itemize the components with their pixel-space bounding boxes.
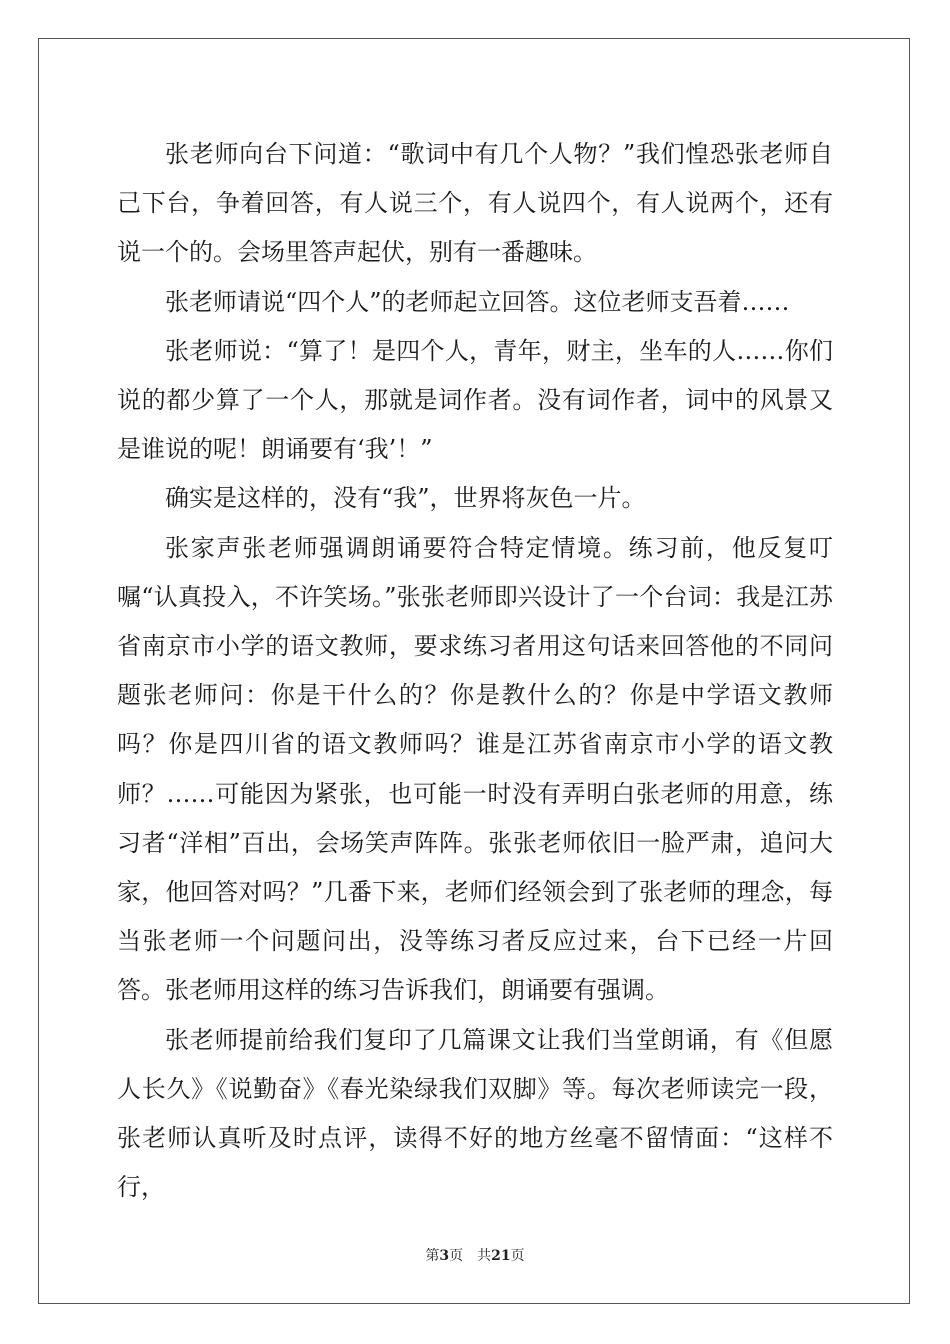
document-body bbox=[117, 130, 833, 1212]
paragraph: 张老师说：“算了！是四个人，青年，财主，坐车的人……你们说的都少算了一个人，那就是词作者。没有词作者，词中的风景又是谁说的呢！朗诵要有‘我’！” bbox=[117, 336, 833, 464]
paragraph: 张老师请说“四个人”的老师起立回答。这位老师支吾着…… bbox=[165, 287, 790, 316]
page-number: 3 bbox=[439, 1248, 450, 1264]
total-prefix: 共 bbox=[477, 1248, 492, 1264]
paragraph: 张家声张老师强调朗诵要符合特定情境。练习前，他反复叮嘱“认真投入，不许笑场。”张张老师即兴设计了一个台词：我是江苏省南京市小学的语文教师，要求练习者用这句话来回答他的不同问题张老师问：你是干什么的？你是教什么的？你是中学语文教师吗？你是四川省的语文教师吗？谁是江苏省南京市小学的语文教师？……可能因为紧张，也可能一时没有弄明白张老师的用意，练习者“洋相”百出，会场笑声阵阵。张张老师依旧一脸严肃，追问大家，他回答对吗？”几番下来，老师们经领会到了张老师的理念，每当张老师一个问题问出，没等练习者反应过来，台下已经一片回答。张老师用这样的练习告诉我们，朗诵要有强调。 bbox=[117, 533, 833, 1005]
page-unit: 页 bbox=[449, 1248, 464, 1264]
paragraph: 张老师向台下问道：“歌词中有几个人物？”我们惶恐张老师自己下台，争着回答，有人说三个，有人说四个，有人说两个，还有说一个的。会场里答声起伏，别有一番趣味。 bbox=[117, 140, 833, 267]
page-prefix: 第 bbox=[425, 1248, 440, 1264]
paragraph: 张老师提前给我们复印了几篇课文让我们当堂朗诵，有《但愿人长久》《说勤奋》《春光染绿我们双脚》等。每次老师读完一段，张老师认真听及时点评，读得不好的地方丝毫不留情面：“这样不行， bbox=[117, 1025, 833, 1202]
page-footer bbox=[0, 1245, 950, 1265]
total-unit: 页 bbox=[510, 1248, 525, 1264]
total-pages: 21 bbox=[491, 1248, 511, 1264]
paragraph: 确实是这样的，没有“我”，世界将灰色一片。 bbox=[165, 484, 646, 513]
